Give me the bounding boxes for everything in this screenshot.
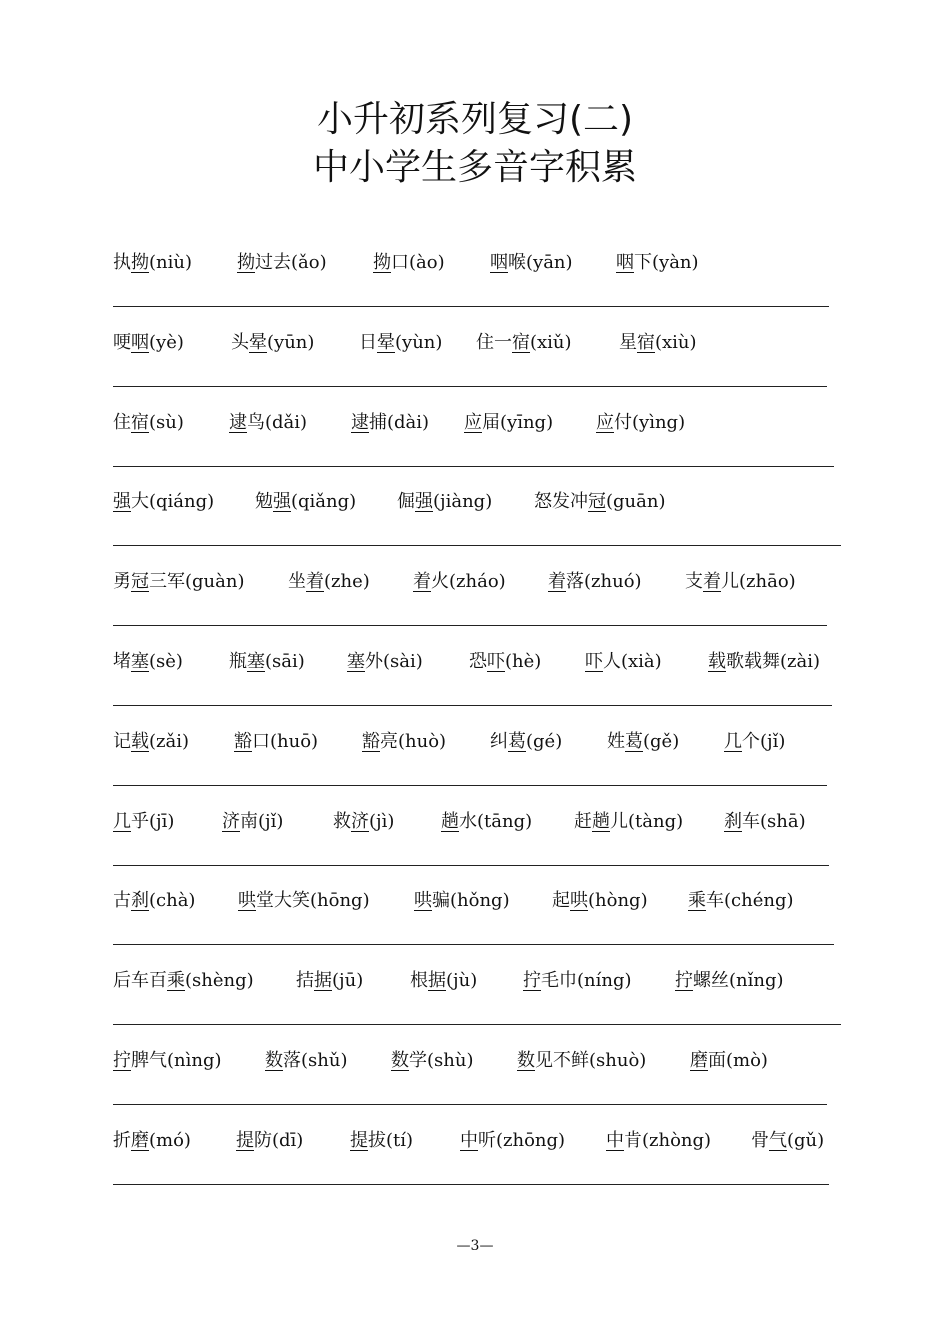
word-item: 拧脾气(nìng) <box>113 1050 222 1071</box>
word-item: 拧毛巾(níng) <box>523 970 632 992</box>
target-character: 拗 <box>131 252 149 273</box>
word-item: 哄骗(hǒng) <box>414 890 510 912</box>
word-item: 姓葛(gě) <box>607 730 680 752</box>
word-item: 拗过去(ǎo) <box>237 252 327 273</box>
word-item: 骨气(gǔ) <box>751 1129 825 1151</box>
target-character: 葛 <box>625 730 643 752</box>
word-item: 提防(dī) <box>236 1129 304 1151</box>
word-item: 应付(yìng) <box>596 411 686 433</box>
word-item: 日晕(yùn) <box>359 331 443 353</box>
answer-line <box>113 1184 829 1185</box>
answer-line <box>113 545 841 546</box>
target-character: 塞 <box>131 651 149 672</box>
target-character: 应 <box>596 411 614 433</box>
answer-line <box>113 1104 827 1105</box>
target-character: 刹 <box>131 890 149 912</box>
target-character: 济 <box>222 810 240 832</box>
target-character: 哄 <box>414 890 432 912</box>
word-row <box>113 330 873 360</box>
word-item: 拧螺丝(nǐng) <box>675 970 784 992</box>
word-item: 应届(yīng) <box>464 411 554 433</box>
page-number: —3— <box>456 1238 494 1254</box>
target-character: 强 <box>415 491 433 513</box>
target-character: 趟 <box>441 810 459 832</box>
word-item: 强大(qiáng) <box>113 491 215 513</box>
word-item: 数学(shù) <box>391 1050 474 1071</box>
target-character: 豁 <box>234 730 252 752</box>
word-item: 堵塞(sè) <box>113 651 183 672</box>
word-row <box>113 888 873 918</box>
word-item: 头晕(yūn) <box>231 331 315 353</box>
answer-line <box>113 1024 841 1025</box>
word-item: 起哄(hòng) <box>552 890 648 912</box>
word-item: 古刹(chà) <box>113 890 196 912</box>
word-item: 载歌载舞(zài) <box>708 651 821 672</box>
target-character: 宿 <box>637 331 655 353</box>
target-character: 趟 <box>592 810 610 832</box>
target-character: 磨 <box>131 1129 149 1151</box>
word-item: 坐着(zhe) <box>288 571 370 593</box>
target-character: 着 <box>703 571 721 593</box>
target-character: 拧 <box>675 970 693 992</box>
word-item: 瓶塞(sāi) <box>229 651 305 672</box>
target-character: 几 <box>724 730 742 752</box>
word-row <box>113 968 873 998</box>
target-character: 宿 <box>512 331 530 353</box>
target-character: 数 <box>265 1050 283 1071</box>
word-item: 赶趟儿(tàng) <box>574 810 684 832</box>
word-item: 支着儿(zhāo) <box>685 571 796 593</box>
word-item: 咽下(yàn) <box>616 252 699 273</box>
word-item: 怒发冲冠(guān) <box>534 491 666 513</box>
word-item: 后车百乘(shèng) <box>113 970 254 992</box>
word-item: 纠葛(gé) <box>490 730 563 752</box>
target-character: 济 <box>351 810 369 832</box>
word-item: 记载(zǎi) <box>113 730 190 752</box>
answer-line <box>113 785 827 786</box>
word-item: 刹车(shā) <box>724 810 806 832</box>
target-character: 据 <box>428 970 446 992</box>
target-character: 载 <box>708 651 726 672</box>
target-character: 吓 <box>487 651 505 672</box>
word-item: 救济(jì) <box>333 810 395 832</box>
word-item: 中听(zhōng) <box>460 1129 566 1151</box>
target-character: 逮 <box>229 411 247 433</box>
target-character: 着 <box>548 571 566 593</box>
target-character: 冠 <box>131 571 149 593</box>
answer-line <box>113 386 827 387</box>
word-item: 豁口(huō) <box>234 730 319 752</box>
target-character: 逮 <box>351 411 369 433</box>
target-character: 吓 <box>585 651 603 672</box>
target-character: 数 <box>517 1050 535 1071</box>
answer-line <box>113 944 834 945</box>
target-character: 塞 <box>247 651 265 672</box>
word-item: 着火(zháo) <box>413 571 506 593</box>
word-row <box>113 489 873 519</box>
word-item: 根据(jù) <box>410 970 478 992</box>
word-row <box>113 1128 873 1158</box>
target-character: 中 <box>460 1129 478 1151</box>
word-item: 逮捕(dài) <box>351 411 430 433</box>
word-item: 咽喉(yān) <box>490 252 573 273</box>
target-character: 拧 <box>523 970 541 992</box>
target-character: 应 <box>464 411 482 433</box>
target-character: 磨 <box>690 1050 708 1071</box>
answer-line <box>113 466 834 467</box>
target-character: 哄 <box>570 890 588 912</box>
word-item: 恐吓(hè) <box>469 651 542 672</box>
word-row <box>113 410 873 440</box>
word-item: 拮据(jū) <box>296 970 364 992</box>
word-item: 着落(zhuó) <box>548 571 642 593</box>
word-row <box>113 809 873 839</box>
target-character: 刹 <box>724 810 742 832</box>
answer-line <box>113 705 832 706</box>
target-character: 载 <box>131 730 149 752</box>
word-item: 数见不鲜(shuò) <box>517 1050 647 1071</box>
target-character: 据 <box>314 970 332 992</box>
word-item: 数落(shǔ) <box>265 1050 348 1071</box>
word-item: 中肯(zhòng) <box>606 1129 712 1151</box>
target-character: 豁 <box>362 730 380 752</box>
target-character: 咽 <box>616 252 634 273</box>
word-item: 勉强(qiǎng) <box>255 491 357 513</box>
word-item: 豁亮(huò) <box>362 730 447 752</box>
word-item: 勇冠三军(guàn) <box>113 571 245 593</box>
word-item: 哽咽(yè) <box>113 331 184 353</box>
target-character: 拗 <box>237 252 255 273</box>
word-row <box>113 729 873 759</box>
answer-line <box>113 306 829 307</box>
target-character: 强 <box>113 491 131 513</box>
word-item: 住一宿(xiǔ) <box>476 331 572 353</box>
target-character: 乘 <box>688 890 706 912</box>
answer-line <box>113 865 829 866</box>
target-character: 晕 <box>249 331 267 353</box>
word-item: 磨面(mò) <box>690 1050 768 1071</box>
word-item: 逮鸟(dǎi) <box>229 411 308 433</box>
target-character: 中 <box>606 1129 624 1151</box>
title-line-1: 小升初系列复习(二) <box>316 99 634 140</box>
target-character: 气 <box>769 1129 787 1151</box>
target-character: 乘 <box>167 970 185 992</box>
word-item: 折磨(mó) <box>113 1129 191 1151</box>
word-item: 提拔(tí) <box>350 1129 414 1151</box>
target-character: 拗 <box>373 252 391 273</box>
word-item: 吓人(xià) <box>585 651 662 672</box>
word-item: 塞外(sài) <box>347 651 423 672</box>
target-character: 宿 <box>131 411 149 433</box>
target-character: 着 <box>413 571 431 593</box>
word-item: 几个(jǐ) <box>724 730 786 752</box>
target-character: 晕 <box>377 331 395 353</box>
word-item: 住宿(sù) <box>113 411 184 433</box>
word-item: 倔强(jiàng) <box>397 491 493 513</box>
target-character: 提 <box>236 1129 254 1151</box>
word-item: 趟水(tāng) <box>441 810 533 832</box>
target-character: 冠 <box>588 491 606 513</box>
word-row <box>113 250 873 280</box>
target-character: 拧 <box>113 1050 131 1071</box>
word-item: 哄堂大笑(hōng) <box>238 890 370 912</box>
word-item: 拗口(ào) <box>373 252 445 273</box>
target-character: 几 <box>113 810 131 832</box>
title-line-2: 中小学生多音字积累 <box>312 147 637 188</box>
target-character: 数 <box>391 1050 409 1071</box>
target-character: 葛 <box>508 730 526 752</box>
word-item: 几乎(jī) <box>113 810 175 832</box>
target-character: 强 <box>273 491 291 513</box>
target-character: 哄 <box>238 890 256 912</box>
word-row <box>113 649 873 679</box>
word-item: 执拗(niù) <box>113 252 192 273</box>
word-item: 星宿(xiù) <box>619 331 697 353</box>
word-item: 济南(jǐ) <box>222 810 284 832</box>
target-character: 塞 <box>347 651 365 672</box>
target-character: 提 <box>350 1129 368 1151</box>
target-character: 咽 <box>490 252 508 273</box>
word-row <box>113 569 873 599</box>
answer-line <box>113 625 827 626</box>
target-character: 咽 <box>131 331 149 353</box>
word-row <box>113 1048 873 1078</box>
word-item: 乘车(chéng) <box>688 890 794 912</box>
target-character: 着 <box>306 571 324 593</box>
